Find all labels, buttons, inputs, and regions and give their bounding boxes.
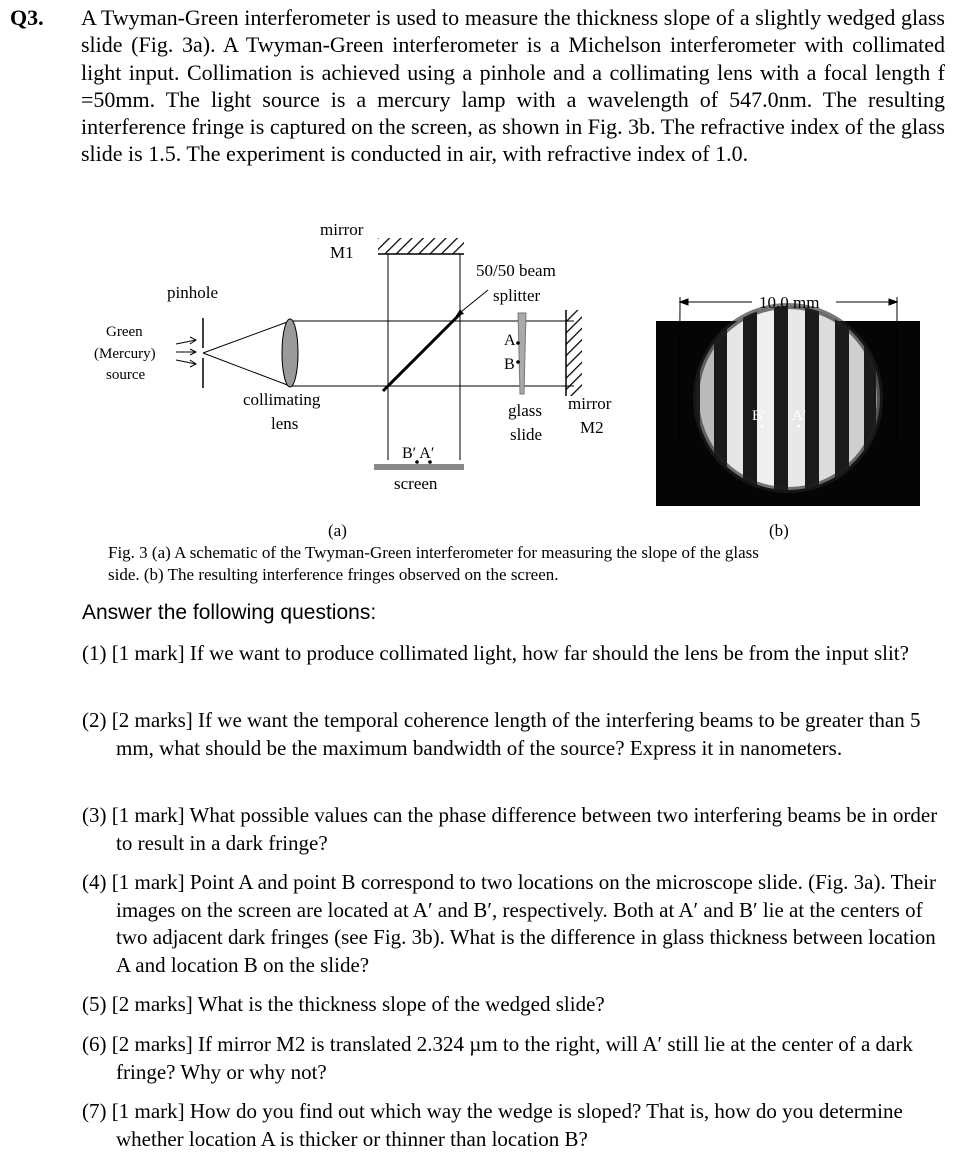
figure-caption (108, 542, 908, 586)
source-arrows (176, 337, 196, 367)
label-point-b: B (504, 356, 515, 373)
label-source-a: Green (106, 324, 143, 340)
screen (374, 464, 464, 470)
label-photo-b: B′ (752, 408, 766, 424)
question-item: (5) [2 marks] What is the thickness slope of the wedged slide? (82, 992, 605, 1016)
label-source-b: (Mercury) (94, 346, 156, 362)
label-point-a: A (504, 332, 516, 349)
question-item: (3) [1 mark] What possible values can the phase difference between two interfering beams be in order to result in a dark fringe? (82, 803, 938, 855)
label-beam-splitter-a: 50/50 beam (476, 261, 556, 280)
answer-heading: Answer the following questions: (82, 601, 377, 624)
label-scale: 10.0 mm (759, 293, 820, 312)
label-mirror-m1-a: mirror (320, 220, 364, 239)
question-number: Q3. (10, 5, 44, 30)
label-screen: screen (394, 474, 438, 493)
label-glass-b: slide (510, 425, 543, 444)
label-pinhole: pinhole (167, 283, 218, 302)
mirror-m2 (566, 310, 582, 396)
label-glass-a: glass (508, 401, 542, 420)
label-lens-b: lens (271, 414, 299, 433)
caption-line-1: Fig. 3 (a) A schematic of the Twyman-Green interferometer for measuring the slope of the glass (108, 543, 759, 562)
figure-3 (0, 208, 964, 538)
label-mirror-m2-a: mirror (568, 394, 612, 413)
question-item: (7) [1 mark] How do you find out which way the wedge is sloped? That is, how do you determine whether location A is thicker or thinner than location B? (82, 1099, 903, 1151)
beam-splitter (383, 313, 461, 391)
label-photo-a: A′ (792, 408, 807, 424)
subfigure-label-b: (b) (769, 521, 789, 540)
caption-line-2: side. (b) The resulting interference fringes observed on the screen. (108, 565, 559, 584)
label-source-c: source (106, 367, 146, 383)
label-mirror-m1-b: M1 (330, 243, 354, 262)
question-intro: A Twyman-Green interferometer is used to measure the thickness slope of a slightly wedged glass slide (Fig. 3a). A Twyman-Green interferometer is a Michelson interferometer with collimated light input. Collimation is achieved using a pinhole and a collimating lens with a focal length f =50mm. The light source is a mercury lamp with a wavelength of 547.0nm. The resulting interference fringe is captured on the screen, as shown in Fig. 3b. The refractive index of the glass slide is 1.5. The experiment is conducted in air, with refractive index of 1.0. (81, 5, 945, 167)
interferometer-diagram (0, 208, 964, 538)
question-item: (4) [1 mark] Point A and point B correspond to two locations on the microscope slide. (Fig. 3a). Their images on the screen are located at A′ and B′, respectively. Both at A′ and B′ lie at the centers of two adjacent dark fringes (see Fig. 3b). What is the difference in glass thickness between location A and location B on the slide? (82, 870, 937, 977)
subfigure-label-a: (a) (328, 521, 347, 540)
glass-slide (518, 313, 526, 394)
label-screen-points: B′ A′ (402, 445, 435, 462)
question-item: (1) [1 mark] If we want to produce collimated light, how far should the lens be from the input slit? (82, 641, 909, 665)
mirror-m1 (378, 238, 464, 254)
fringe-photo (656, 303, 920, 506)
collimating-lens (282, 319, 298, 387)
label-mirror-m2-b: M2 (580, 418, 604, 437)
label-lens-a: collimating (243, 390, 321, 409)
question-item: (6) [2 marks] If mirror M2 is translated 2.324 µm to the right, will A′ still lie at the center of a dark fringe? Why or why not? (82, 1032, 913, 1084)
label-beam-splitter-b: splitter (493, 286, 541, 305)
question-item: (2) [2 marks] If we want the temporal coherence length of the interfering beams to be greater than 5 mm, what should be the maximum bandwidth of the source? Express it in nanometers. (82, 708, 921, 760)
